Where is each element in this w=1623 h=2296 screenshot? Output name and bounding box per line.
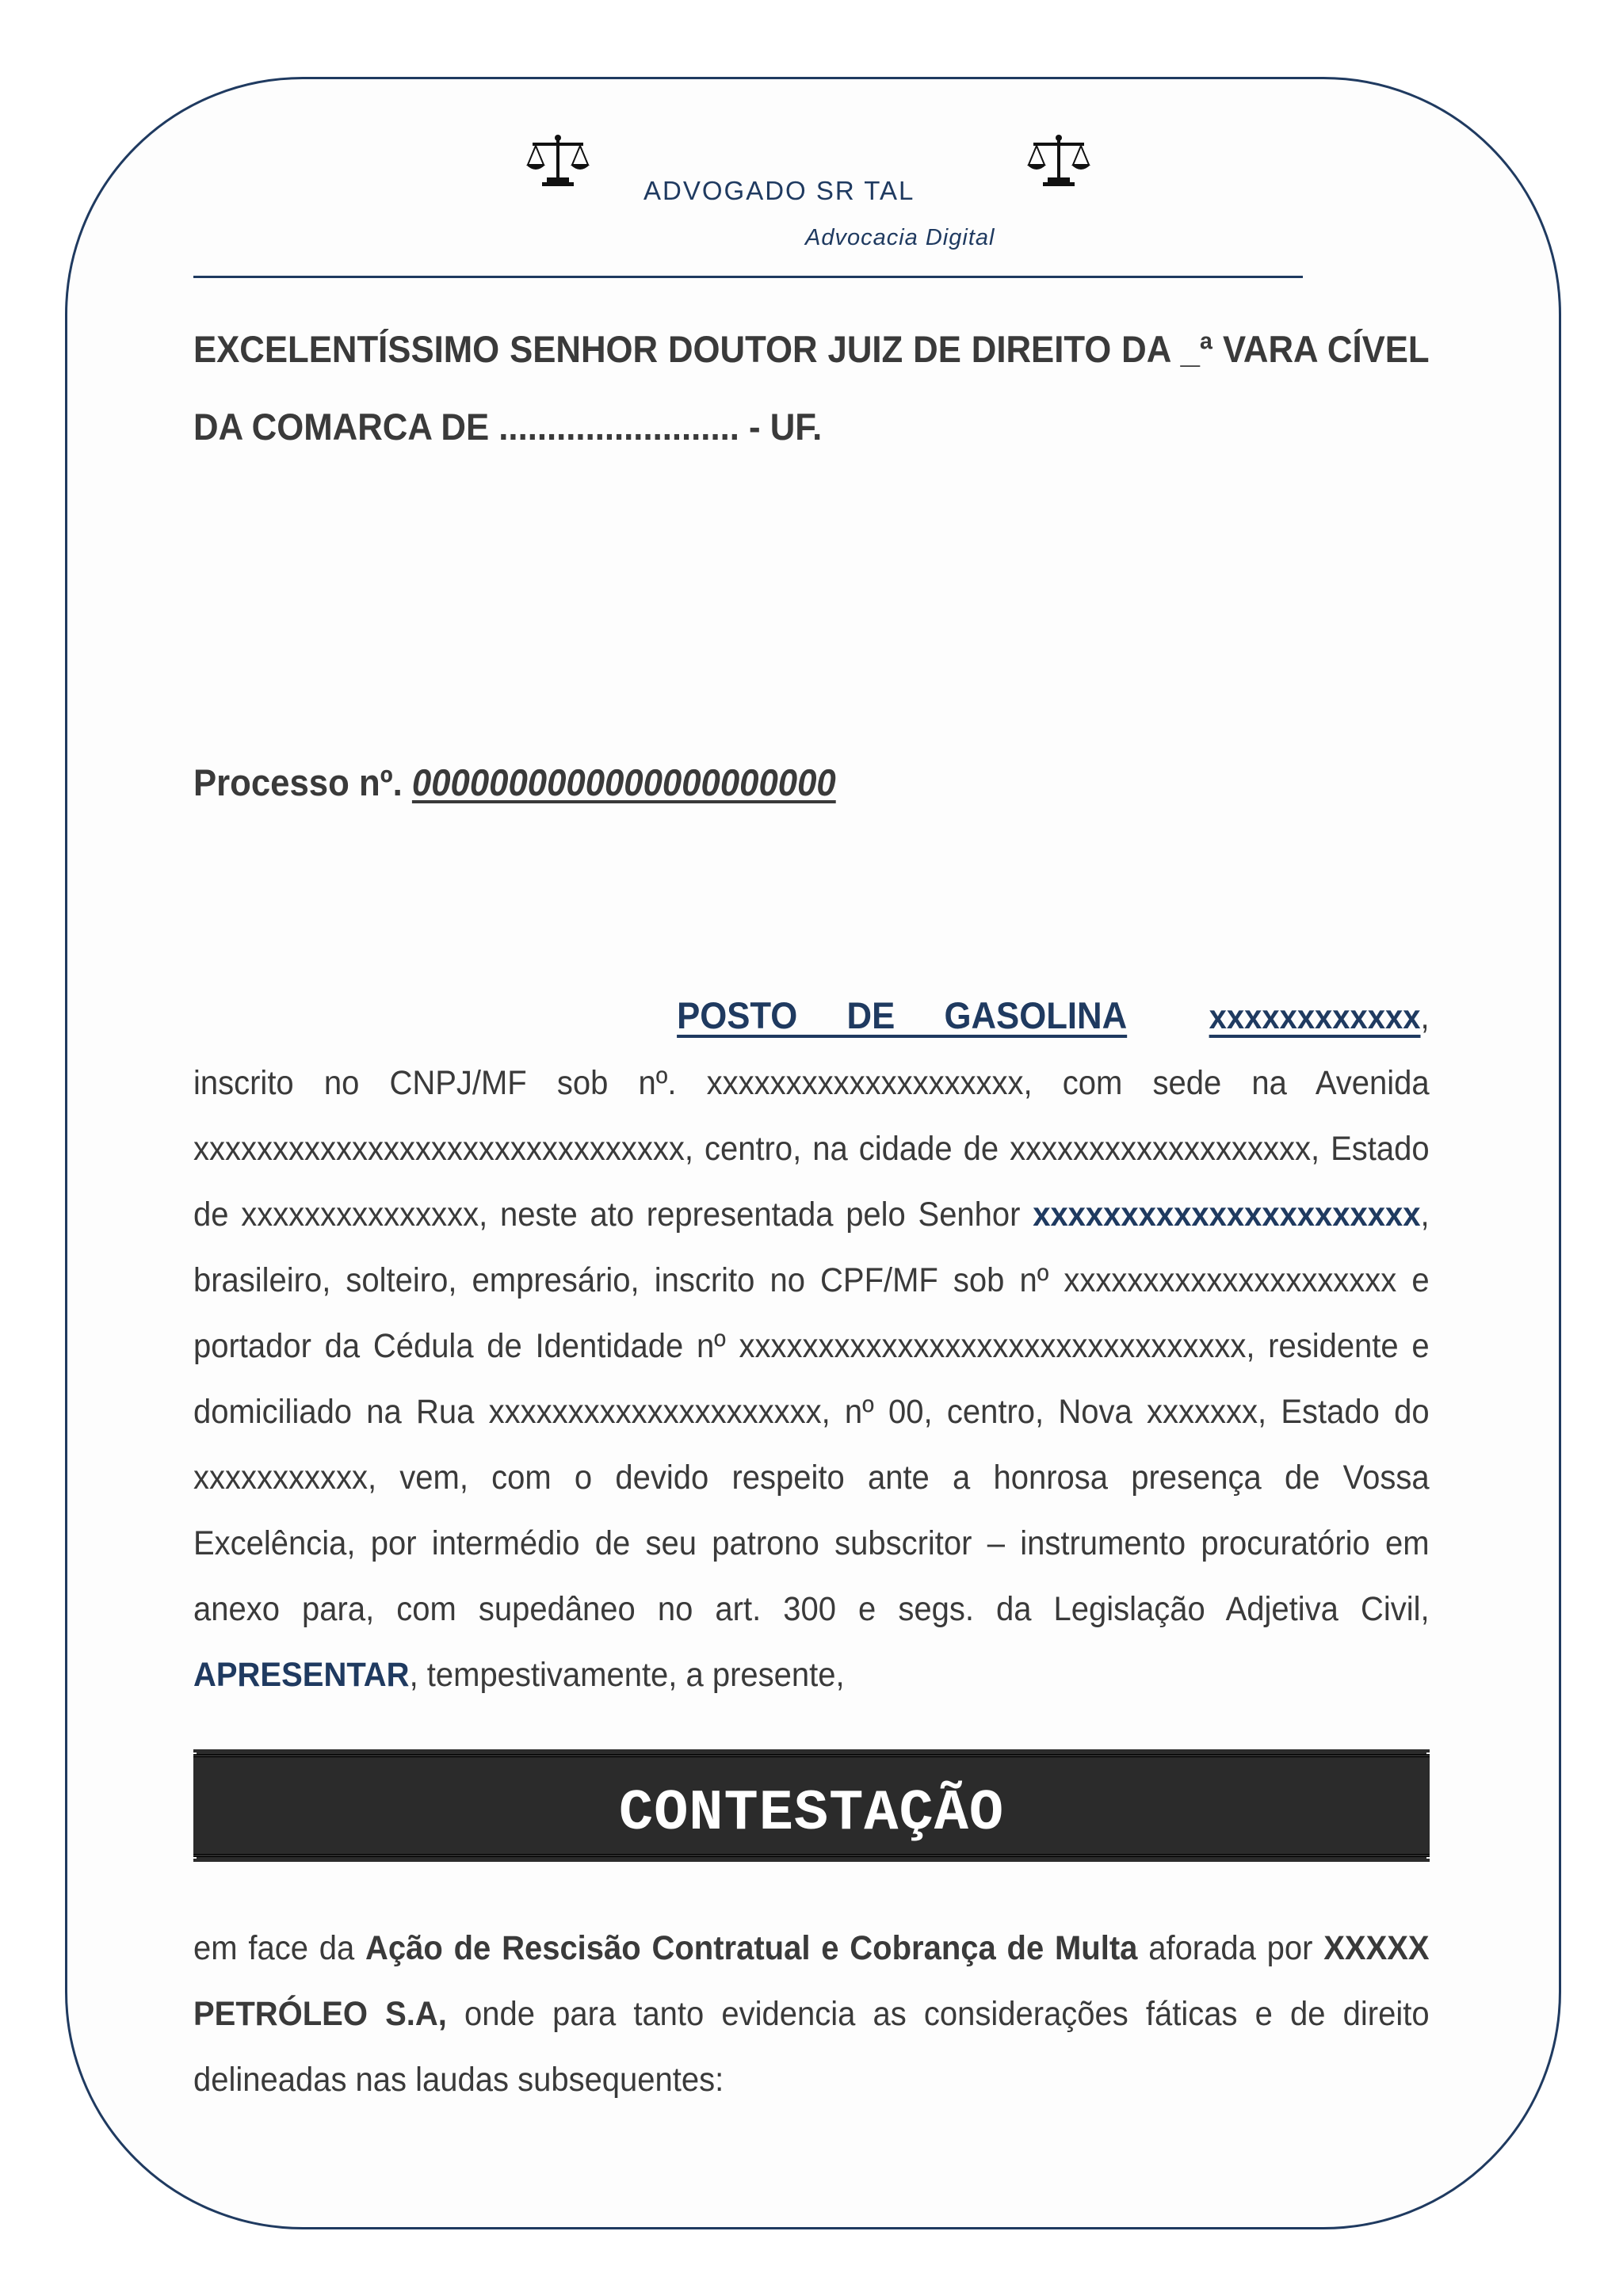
party-text-3: , tempestivamente, a presente, <box>409 1656 845 1694</box>
scales-of-justice-icon <box>1027 133 1090 189</box>
representative-name: xxxxxxxxxxxxxxxxxxxxxx <box>1033 1196 1421 1234</box>
process-label: Processo nº. <box>193 761 403 803</box>
party-text-1: , inscrito no CNPJ/MF sob nº. xxxxxxxxxxxxxxxxxxxx, com sede na Avenida xxxxxxxxxxxxxxxxxxxxxxxxxxxxxxx, centro, na cidade de xxxxxxxxxxxxxxxxxxx, Estado de xxxxxxxxxxxxxxx, neste ato representada pelo Senhor <box>193 998 1430 1234</box>
closing-paragraph <box>193 1916 1430 2113</box>
closing-text-2: aforada por <box>1137 1929 1324 1967</box>
document-title-bar <box>193 1754 1430 1857</box>
action-name: Ação de Rescisão Contratual e Cobrança de Multa <box>365 1929 1138 1967</box>
process-number: 0000000000000000000000 <box>411 761 836 803</box>
party-text-2: , brasileiro, solteiro, empresário, inscrito no CPF/MF sob nº xxxxxxxxxxxxxxxxxxxxx e portador da Cédula de Identidade nº xxxxxxxxxxxxxxxxxxxxxxxxxxxxxxxx, residente e domiciliado na Rua xxxxxxxxxxxxxxxxxxxxx, nº 00, centro, Nova xxxxxxx, Estado do xxxxxxxxxxx, vem, com o devido respeito ante a honrosa presença de Vossa Excelência, por intermédio de seu patrono subscritor – instrumento procuratório em anexo para, com supedâneo no art. 300 e segs. da Legislação Adjetiva Civil, <box>193 1196 1430 1628</box>
party-name-suffix: xxxxxxxxxxxx <box>1209 998 1421 1036</box>
party-name: POSTO DE GASOLINA <box>677 994 1128 1036</box>
process-number-line <box>193 761 1343 804</box>
closing-text-1: em face da <box>193 1929 366 1967</box>
header-divider <box>193 276 1303 278</box>
party-qualification <box>193 982 1430 1708</box>
firm-subtitle: Advocacia Digital <box>805 225 995 250</box>
plaintiff-name: XXXXX PETRÓLEO S.A, <box>193 1929 1430 2033</box>
firm-name: ADVOGADO SR TAL <box>643 176 915 205</box>
closing-text-3: onde para tanto evidencia as considerações fáticas e de direito delineadas nas laudas subsequentes: <box>193 1995 1430 2099</box>
action-verb: APRESENTAR <box>193 1656 410 1694</box>
addressee: EXCELENTÍSSIMO SENHOR DOUTOR JUIZ DE DIREITO DA _ª VARA CÍVEL DA COMARCA DE ......................... - UF. <box>193 328 1430 448</box>
scales-of-justice-icon <box>526 133 590 189</box>
document-title: CONTESTAÇÃO <box>618 1781 1005 1846</box>
